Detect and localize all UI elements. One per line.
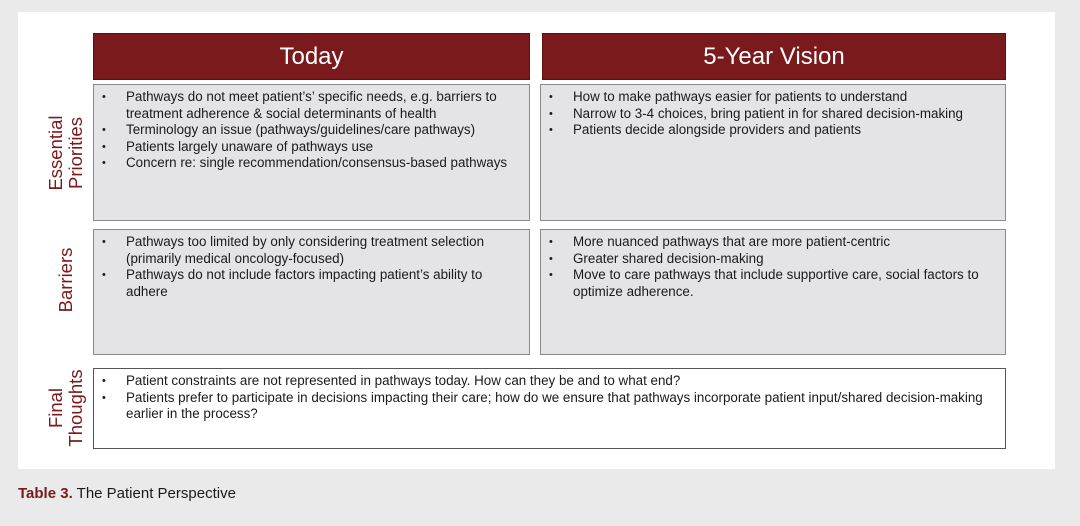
list-item: • More nuanced pathways that are more patient-centric [549, 234, 997, 251]
cell-essential-priorities-today [93, 84, 530, 221]
row-label-barriers: Barriers [55, 247, 76, 313]
row-label-essential-priorities: Essential Priorities [45, 115, 86, 191]
list-item: • Pathways do not include factors impacting patient’s ability to adhere [102, 267, 521, 300]
cell-barriers-today [93, 229, 530, 355]
list-item: • Terminology an issue (pathways/guidelines/care pathways) [102, 122, 521, 139]
caption-text: The Patient Perspective [76, 485, 236, 502]
list-item: • Move to care pathways that include supportive care, social factors to optimize adherence. [549, 267, 997, 300]
table-panel [18, 12, 1055, 469]
list-item: • Pathways too limited by only considering treatment selection (primarily medical oncology-focused) [102, 234, 521, 267]
caption-label: Table 3. [18, 485, 73, 502]
cell-barriers-vision [540, 229, 1006, 355]
list-item: • Greater shared decision-making [549, 251, 997, 268]
table-caption [18, 485, 236, 502]
row-label-final-thoughts: Final Thoughts [45, 369, 86, 447]
list-item: • Patients decide alongside providers and patients [549, 122, 997, 139]
list-item: • How to make pathways easier for patients to understand [549, 89, 997, 106]
column-header-today: Today [93, 33, 530, 80]
list-item: • Narrow to 3-4 choices, bring patient in for shared decision-making [549, 106, 997, 123]
list-item: • Patients largely unaware of pathways use [102, 139, 521, 156]
column-header-vision: 5-Year Vision [542, 33, 1006, 80]
list-item: • Patients prefer to participate in decisions impacting their care; how do we ensure that pathways incorporate patient input/shared decision-making earlier in the process? [102, 390, 997, 423]
list-item: • Patient constraints are not represented in pathways today. How can they be and to what end? [102, 373, 997, 390]
list-item: • Concern re: single recommendation/consensus-based pathways [102, 155, 521, 172]
cell-final-thoughts [93, 368, 1006, 449]
list-item: • Pathways do not meet patient’s’ specific needs, e.g. barriers to treatment adherence & social determinants of health [102, 89, 521, 122]
cell-essential-priorities-vision [540, 84, 1006, 221]
